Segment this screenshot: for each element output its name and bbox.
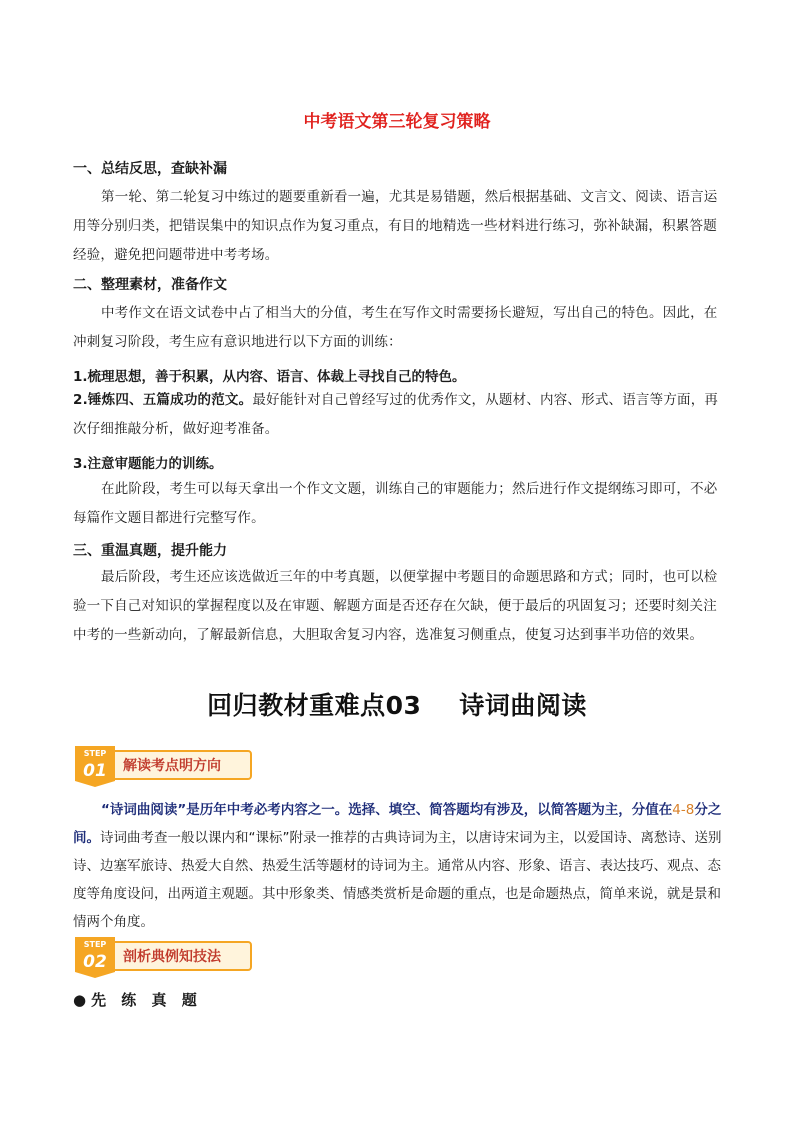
section-paragraph-2: 中考作文在语文试卷中占了相当大的分值，考生在写作文时需要扬长避短，写出自己的特色。因此，在冲刺复习阶段，考生应有意识地进行以下方面的训练： <box>73 305 718 350</box>
step-01-step-text: STEP <box>83 749 107 758</box>
section-title-left: 回归教材重难点03 <box>207 691 422 720</box>
step-01-badge <box>71 743 271 789</box>
section-title-right: 诗词曲阅读 <box>459 691 587 720</box>
section-title <box>0 686 794 722</box>
writing-tip-3: 3.注意审题能力的训练。 <box>73 456 223 472</box>
step-01-number: 01 <box>83 761 107 781</box>
section-heading-1: 一、总结反思，查缺补漏 <box>73 161 227 177</box>
section-paragraph-1: 第一轮、第二轮复习中练过的题要重新看一遍，尤其是易错题，然后根据基础、文言文、阅读、语言运用等分别归类，把错误集中的知识点作为复习重点，有目的地精选一些材料进行练习，弥补缺漏，积累答题经验，避免把问题带进中考考场。 <box>73 189 718 263</box>
step-02-label: 剖析典例知技法 <box>123 949 221 965</box>
exam-focus-bold-2: 分之间。 <box>73 802 722 846</box>
writing-tip-2 <box>73 386 723 444</box>
page-title: 中考语文第三轮复习策略 <box>303 112 491 132</box>
step-01-label: 解读考点明方向 <box>123 758 221 774</box>
section-heading-3: 三、重温真题，提升能力 <box>73 543 227 559</box>
writing-tip-2-text: 最好能针对自己曾经写过的优秀作文，从题材、内容、形式、语言等方面，再次仔细推敲分析，做好迎考准备。 <box>73 392 719 437</box>
writing-tip-2-bold: 2.锤炼四、五篇成功的范文。 <box>73 392 253 408</box>
writing-tip-3-paragraph: 在此阶段，考生可以每天拿出一个作文文题，训练自己的审题能力；然后进行作文提纲练习即可，不必每篇作文题目都进行完整写作。 <box>73 481 718 526</box>
writing-tip-1: 1.梳理思想，善于积累，从内容、语言、体裁上寻找自己的特色。 <box>73 369 466 385</box>
section-paragraph-3: 最后阶段，考生还应该选做近三年的中考真题，以便掌握中考题目的命题思路和方式；同时，也可以检验一下自己对知识的掌握程度以及在审题、解题方面是否还存在欠缺，便于最后的巩固复习；还要时刻关注中考的一些新动向，了解最新信息，大胆取舍复习内容，选准复习侧重点，使复习达到事半功倍的效果。 <box>73 569 718 643</box>
step-02-badge <box>71 934 271 980</box>
exam-focus-paragraph <box>73 796 723 936</box>
score-range: 4-8 <box>672 802 695 818</box>
step-02-number: 02 <box>83 952 107 972</box>
practice-heading: ●先 练 真 题 <box>73 991 202 1009</box>
exam-focus-text: 诗词曲考查一般以课内和“课标”附录一推荐的古典诗词为主，以唐诗宋词为主，以爱国诗、离愁诗、送别诗、边塞军旅诗、热爱大自然、热爱生活等题材的诗词为主。通常从内容、形象、语言、表达技巧、观点、态度等角度设问，出两道主观题。其中形象类、情感类赏析是命题的重点，也是命题热点，简单来说，就是景和情两个角度。 <box>73 830 722 930</box>
exam-focus-bold: “诗词曲阅读”是历年中考必考内容之一。选择、填空、简答题均有涉及，以简答题为主，分值在 <box>101 802 673 818</box>
step-02-step-text: STEP <box>83 940 107 949</box>
section-heading-2: 二、整理素材，准备作文 <box>73 277 227 293</box>
